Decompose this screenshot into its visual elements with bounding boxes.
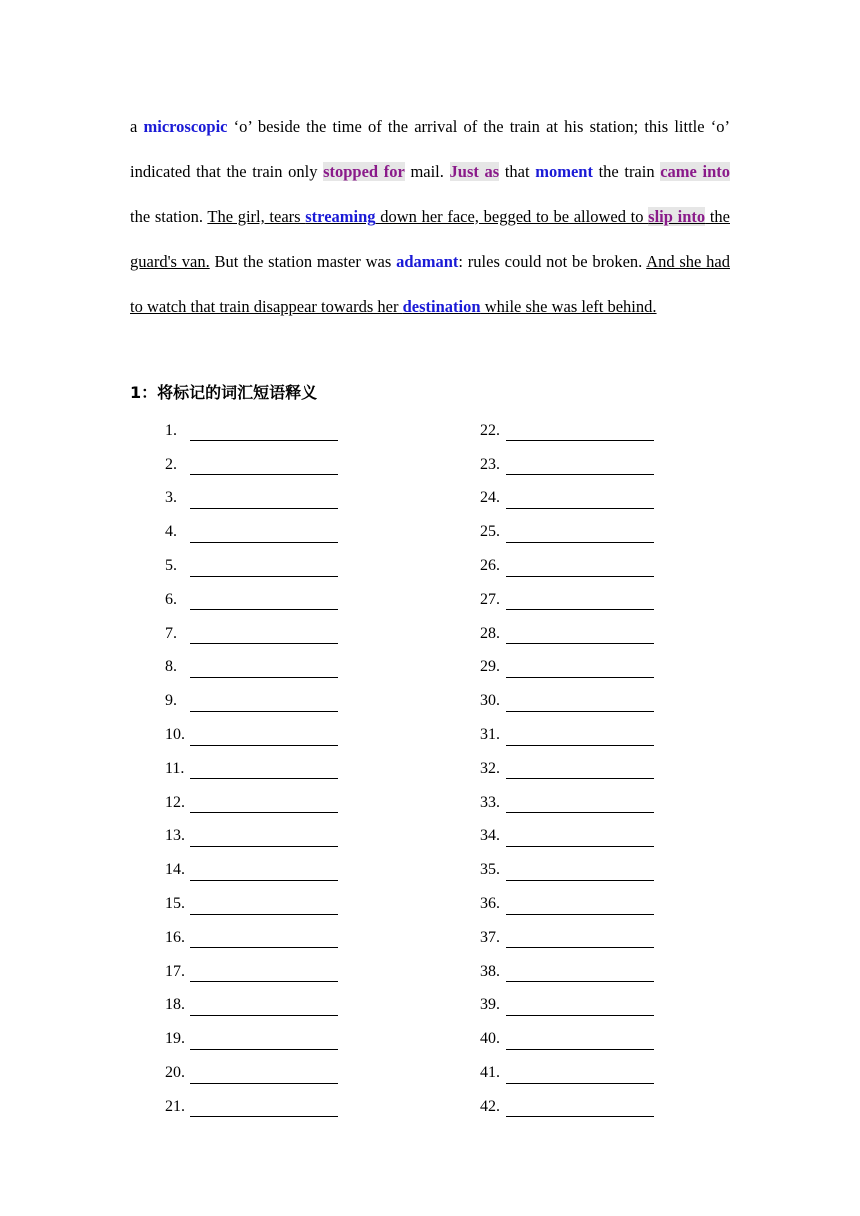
answer-row xyxy=(480,414,654,448)
answer-blank-line[interactable] xyxy=(190,999,338,1016)
answer-blank-line[interactable] xyxy=(506,492,654,509)
answer-number: 8. xyxy=(165,658,177,676)
answer-blank-line[interactable] xyxy=(190,1033,338,1050)
answer-blank-line[interactable] xyxy=(506,627,654,644)
answer-blank-line[interactable] xyxy=(190,762,338,779)
answer-blank-line[interactable] xyxy=(190,627,338,644)
passage-text: But the station master was xyxy=(209,252,397,271)
phrase-came-into: came into xyxy=(660,162,731,181)
answer-blank-line[interactable] xyxy=(506,830,654,847)
answer-row xyxy=(480,820,654,854)
answer-blank-line[interactable] xyxy=(506,931,654,948)
answer-number: 28. xyxy=(480,624,500,642)
answer-number: 2. xyxy=(165,455,177,473)
answer-number: 11. xyxy=(165,759,185,777)
answer-number: 5. xyxy=(165,557,177,575)
answer-blank-line[interactable] xyxy=(190,458,338,475)
passage-text: the guard's van. xyxy=(130,207,730,271)
answer-blank-line[interactable] xyxy=(506,796,654,813)
answer-blank-line[interactable] xyxy=(506,999,654,1016)
answer-number: 25. xyxy=(480,523,500,541)
answer-row xyxy=(480,887,654,921)
phrase-just-as: Just as xyxy=(449,162,500,181)
answer-blank-line[interactable] xyxy=(506,593,654,610)
answer-number: 36. xyxy=(480,895,500,913)
answer-row xyxy=(480,1090,654,1124)
answer-blank-line[interactable] xyxy=(190,593,338,610)
answer-row xyxy=(480,651,654,685)
answer-number: 26. xyxy=(480,557,500,575)
answer-blank-line[interactable] xyxy=(506,424,654,441)
answer-number: 16. xyxy=(165,928,185,946)
answer-number: 24. xyxy=(480,489,500,507)
exercise-heading: 1：将标记的词汇短语释义 xyxy=(130,383,318,402)
answer-row xyxy=(165,820,338,854)
answer-row xyxy=(480,853,654,887)
answer-blank-line[interactable] xyxy=(190,424,338,441)
answer-blank-line[interactable] xyxy=(190,492,338,509)
answer-number: 37. xyxy=(480,928,500,946)
answer-number: 17. xyxy=(165,962,185,980)
answer-number: 7. xyxy=(165,624,177,642)
answer-row xyxy=(480,583,654,617)
answer-row xyxy=(480,989,654,1023)
answer-blank-line[interactable] xyxy=(190,729,338,746)
keyword-moment: moment xyxy=(535,162,593,181)
answer-blank-line[interactable] xyxy=(190,695,338,712)
answer-blank-line[interactable] xyxy=(506,695,654,712)
answer-number: 22. xyxy=(480,421,500,439)
answer-row xyxy=(480,515,654,549)
answer-number: 12. xyxy=(165,793,185,811)
answer-number: 18. xyxy=(165,996,185,1014)
answer-number: 14. xyxy=(165,861,185,879)
answer-blank-line[interactable] xyxy=(190,796,338,813)
answer-row xyxy=(165,684,338,718)
answer-row xyxy=(165,1056,338,1090)
passage-text: mail. xyxy=(404,162,450,181)
passage-paragraph xyxy=(130,104,730,329)
answer-row xyxy=(165,1022,338,1056)
answer-number: 30. xyxy=(480,692,500,710)
answer-row xyxy=(165,583,338,617)
answer-blank-line[interactable] xyxy=(506,965,654,982)
passage-text: The girl, tears xyxy=(207,207,306,226)
answer-blank-line[interactable] xyxy=(506,898,654,915)
answer-row xyxy=(165,448,338,482)
answer-row xyxy=(480,684,654,718)
answer-row xyxy=(165,414,338,448)
answer-row xyxy=(480,1056,654,1090)
answer-blank-line[interactable] xyxy=(190,661,338,678)
answer-blank-line[interactable] xyxy=(190,864,338,881)
answer-blank-line[interactable] xyxy=(506,1100,654,1117)
answer-column-left xyxy=(165,414,338,1124)
keyword-streaming: streaming xyxy=(305,207,376,226)
answer-number: 20. xyxy=(165,1064,185,1082)
phrase-slip-into: slip into xyxy=(648,207,706,226)
answer-row xyxy=(165,989,338,1023)
answer-number: 42. xyxy=(480,1097,500,1115)
keyword-adamant: adamant xyxy=(396,252,459,271)
passage-text: And she had to watch that train disappear towards her xyxy=(130,252,730,316)
keyword-microscopic: microscopic xyxy=(143,117,228,136)
answer-row xyxy=(165,651,338,685)
answer-row xyxy=(480,549,654,583)
answer-blank-line[interactable] xyxy=(506,864,654,881)
passage-text: the train xyxy=(592,162,661,181)
answer-number: 21. xyxy=(165,1097,185,1115)
answer-blank-line[interactable] xyxy=(190,1100,338,1117)
answer-row xyxy=(480,482,654,516)
answer-row xyxy=(165,515,338,549)
answer-number: 1. xyxy=(165,421,177,439)
answer-blank-line[interactable] xyxy=(190,931,338,948)
answer-blank-line[interactable] xyxy=(190,526,338,543)
answer-number: 15. xyxy=(165,895,185,913)
answer-row xyxy=(165,955,338,989)
answer-row xyxy=(480,786,654,820)
answer-row xyxy=(165,482,338,516)
answer-row xyxy=(165,853,338,887)
answer-row xyxy=(480,1022,654,1056)
answer-number: 4. xyxy=(165,523,177,541)
answer-row xyxy=(165,718,338,752)
answer-number: 9. xyxy=(165,692,177,710)
keyword-destination: destination xyxy=(402,297,481,316)
answer-row xyxy=(165,549,338,583)
answer-number: 23. xyxy=(480,455,500,473)
answer-number: 27. xyxy=(480,590,500,608)
answer-row xyxy=(165,887,338,921)
answer-number: 3. xyxy=(165,489,177,507)
answer-blank-line[interactable] xyxy=(506,729,654,746)
answer-number: 33. xyxy=(480,793,500,811)
passage-text: while she was left behind. xyxy=(480,297,657,316)
passage-text: : rules could not be broken. xyxy=(458,252,647,271)
answer-number: 31. xyxy=(480,726,500,744)
answer-blank-line[interactable] xyxy=(190,898,338,915)
answer-number: 10. xyxy=(165,726,185,744)
answer-blank-line[interactable] xyxy=(506,458,654,475)
answer-number: 35. xyxy=(480,861,500,879)
answer-column-right xyxy=(480,414,654,1124)
answer-blank-line[interactable] xyxy=(190,1067,338,1084)
answer-blank-line[interactable] xyxy=(506,560,654,577)
answer-blank-line[interactable] xyxy=(506,1067,654,1084)
passage-text: down her face, begged to be allowed to xyxy=(375,207,649,226)
answer-row xyxy=(480,921,654,955)
answer-blank-line[interactable] xyxy=(190,560,338,577)
answer-row xyxy=(480,955,654,989)
answer-row xyxy=(165,752,338,786)
answer-number: 34. xyxy=(480,827,500,845)
answer-number: 38. xyxy=(480,962,500,980)
answer-blank-line[interactable] xyxy=(506,661,654,678)
answer-row xyxy=(480,718,654,752)
passage-text: a xyxy=(130,117,144,136)
answer-blank-line[interactable] xyxy=(190,830,338,847)
phrase-stopped-for: stopped for xyxy=(323,162,405,181)
answer-row xyxy=(480,617,654,651)
answer-row xyxy=(480,752,654,786)
answer-number: 29. xyxy=(480,658,500,676)
passage-text: ‘o’ beside the time of the arrival of the train at his station; this little ‘o’ indicated that the train only xyxy=(130,117,730,181)
answer-number: 19. xyxy=(165,1030,185,1048)
passage-text: the station. xyxy=(130,207,208,226)
answer-row xyxy=(480,448,654,482)
answer-blank-line[interactable] xyxy=(506,526,654,543)
answer-row xyxy=(165,921,338,955)
answer-blank-line[interactable] xyxy=(190,965,338,982)
answer-number: 13. xyxy=(165,827,185,845)
answer-blank-line[interactable] xyxy=(506,1033,654,1050)
answer-number: 41. xyxy=(480,1064,500,1082)
answer-blank-line[interactable] xyxy=(506,762,654,779)
passage-text: that xyxy=(499,162,536,181)
answer-number: 32. xyxy=(480,759,500,777)
answer-number: 40. xyxy=(480,1030,500,1048)
answer-row xyxy=(165,1090,338,1124)
answer-number: 39. xyxy=(480,996,500,1014)
answer-row xyxy=(165,617,338,651)
answer-row xyxy=(165,786,338,820)
answer-number: 6. xyxy=(165,590,177,608)
